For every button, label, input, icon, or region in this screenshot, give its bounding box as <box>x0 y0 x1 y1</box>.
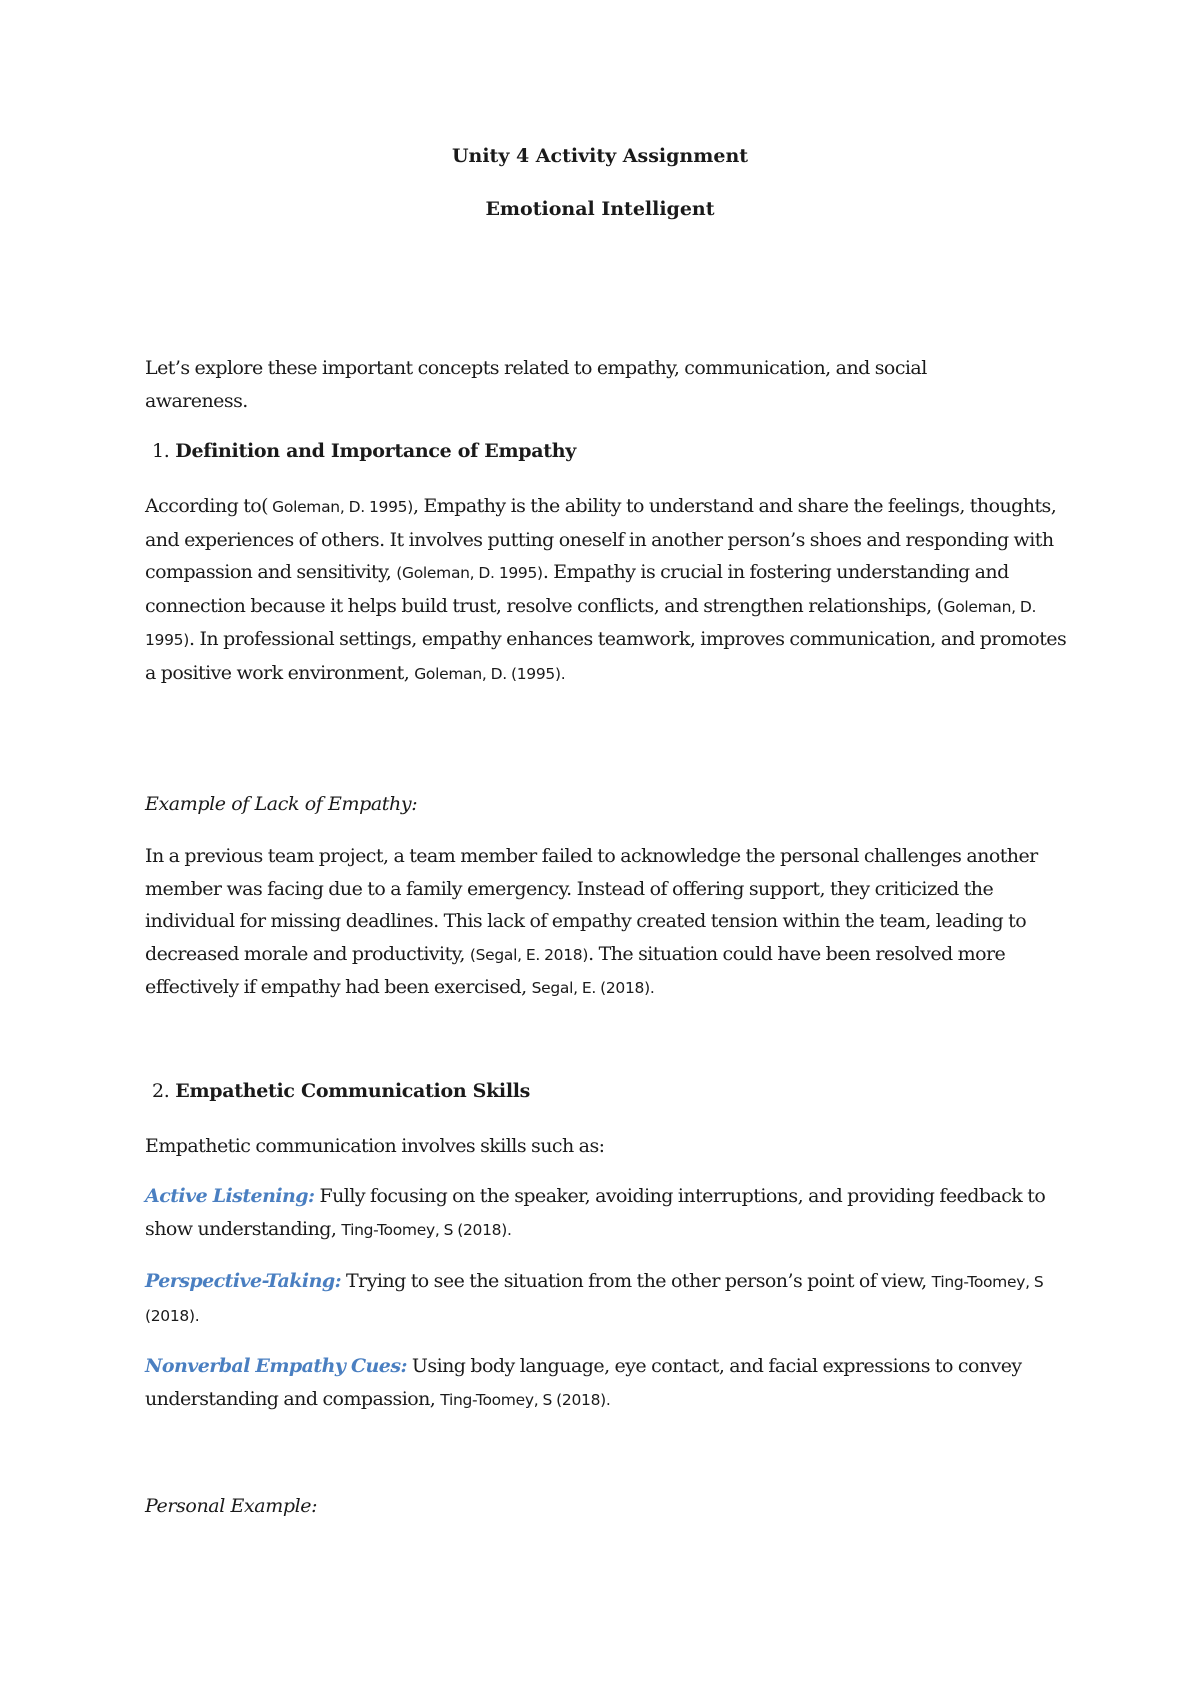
section-1-number: 1. <box>152 440 170 462</box>
citation: Ting-Toomey, S (2018). <box>341 1220 512 1239</box>
paragraph-text: . The situation could have been resolved more effectively if empathy had been exercised, <box>145 942 1006 998</box>
skill-label: Perspective-Taking: <box>145 1270 342 1292</box>
skill-nonverbal-cues <box>145 1350 1075 1416</box>
skill-text: Fully focusing on the speaker, avoiding interruptions, and providing feedback to show understanding, <box>145 1185 1046 1240</box>
citation: (Goleman, D. 1995) <box>396 564 543 582</box>
section-1-title: Definition and Importance of Empathy <box>175 440 576 462</box>
document-title: Unity 4 Activity Assignment <box>451 145 749 167</box>
section-2-intro: Empathetic communication involves skills such as: <box>145 1135 605 1157</box>
citation: Goleman, D. 1995) <box>268 498 413 516</box>
section-2-title: Empathetic Communication Skills <box>175 1080 531 1102</box>
citation: Goleman, D. (1995). <box>414 664 566 683</box>
citation: (Segal, E. 2018) <box>469 945 589 964</box>
paragraph-text: . Empathy is crucial in fostering understanding and connection because it helps build trust, resolve conflicts, and strengthen relationships, ( <box>145 561 1009 617</box>
example-label: Example of Lack of Empathy: <box>145 793 418 815</box>
paragraph-text: In a previous team project, a team member failed to acknowledge the personal challenges another member was facing due to a family emergency. Instead of offering support, they criticized the individual for missing deadlines. This lack of empathy created tension within the team, leading to decreased morale and productivity, <box>145 845 1038 965</box>
skill-text: Using body language, eye contact, and facial expressions to convey understanding and compassion, <box>145 1355 1022 1410</box>
personal-example-label: Personal Example: <box>145 1495 318 1517</box>
section-2-number: 2. <box>152 1080 170 1102</box>
skill-label: Active Listening: <box>145 1185 315 1207</box>
skill-text: Trying to see the situation from the other person’s point of view, <box>341 1270 932 1292</box>
example-paragraph <box>145 840 1075 1005</box>
intro-paragraph: Let’s explore these important concepts related to empathy, communication, and social awareness. <box>145 357 927 412</box>
citation: Ting-Toomey, S (2018). <box>145 1273 1044 1325</box>
skill-active-listening <box>145 1180 1075 1246</box>
paragraph-text: . In professional settings, empathy enhances teamwork, improves communication, and promotes a positive work environment, <box>145 628 1067 684</box>
section-1-paragraph <box>145 490 1075 690</box>
citation: Goleman, D. 1995) <box>145 597 1037 649</box>
paragraph-text: According to( <box>145 495 269 517</box>
skill-label: Nonverbal Empathy Cues: <box>145 1355 407 1377</box>
skill-perspective-taking <box>145 1265 1075 1332</box>
section-2-heading <box>152 1080 530 1102</box>
section-1-heading <box>152 440 576 462</box>
document-subtitle: Emotional Intelligent <box>485 198 715 220</box>
citation: Ting-Toomey, S (2018). <box>440 1390 611 1409</box>
citation: Segal, E. (2018). <box>531 979 655 997</box>
paragraph-text: , Empathy is the ability to understand and share the feelings, thoughts, and experiences of others. It involves putting oneself in another person’s shoes and responding with compassion and sensitivity, <box>145 495 1057 583</box>
